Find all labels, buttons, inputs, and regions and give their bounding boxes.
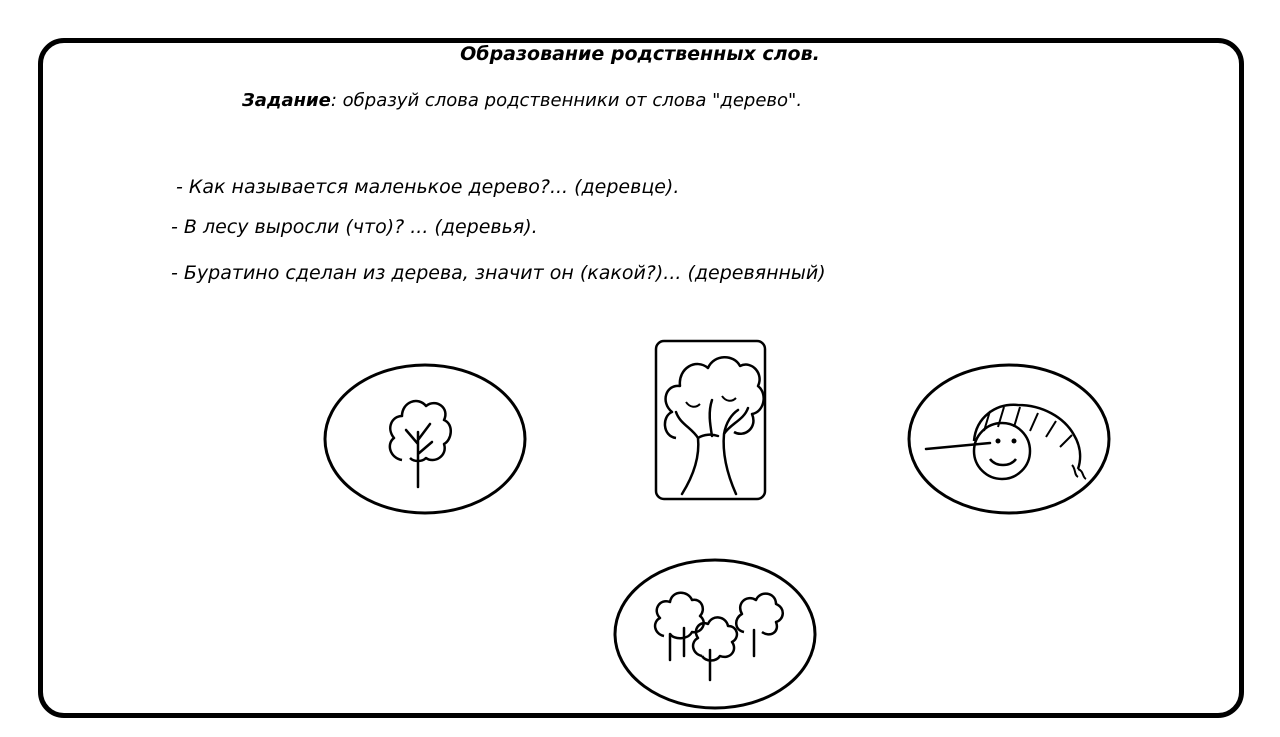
small-tree-icon	[322, 362, 528, 516]
task-label: Задание	[242, 90, 331, 111]
pinocchio-icon	[906, 361, 1112, 517]
question-small-tree: - Как называется маленькое дерево?... (деревце).	[176, 176, 680, 198]
task-text: : образуй слова родственники от слова "дерево".	[330, 90, 803, 111]
task-instruction	[242, 90, 802, 111]
question-trees: - В лесу выросли (что)? ... (деревья).	[171, 216, 538, 238]
big-tree-icon	[652, 338, 770, 504]
forest-icon	[612, 556, 818, 714]
page-title: Образование родственных слов.	[460, 43, 820, 65]
question-wooden: - Буратино сделан из дерева, значит он (какой?)... (деревянный)	[171, 262, 826, 284]
